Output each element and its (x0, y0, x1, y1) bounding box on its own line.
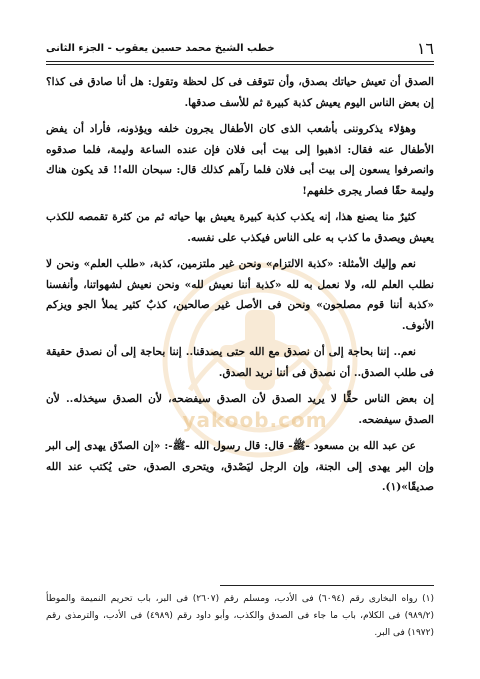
footnote-rule (220, 585, 434, 586)
page-header (46, 38, 434, 58)
body-text (46, 72, 434, 504)
footnotes (46, 591, 434, 642)
header-rule (46, 61, 434, 65)
paragraph-2: وهؤلاء يذكروننى بأشعب الذى كان الأطفال يجرون خلفه ويؤذونه، فأراد أن يفض الأطفال عنه فقال: اذهبوا إلى بيت أبى فلان فإن عنده الساعة وليمة، فلما صدقوه وانصرفوا يسعون إلى بيت أبى فلان فلما رآهم كذلك قال: سبحان الله!! قد يكون هناك وليمة حقًا فصار يجرى خلفهم! (46, 123, 434, 197)
footnote-1: (١) رواه البخارى رقم (٦٠٩٤) فى الأدب، ومسلم رقم (٢٦٠٧) فى البر، باب تحريم النميمة والموطأ (٩٨٩/٢) فى الكلام، باب ما جاء فى الصدق والكذب، وأبو داود رقم (٤٩٨٩) فى الأدب، والترمذى رقم (١٩٧٢) فى البر. (46, 594, 434, 638)
paragraph-6: إن بعض الناس حقًّا لا يريد الصدق لأن الصدق سيفضحه، لأن الصدق سيخذله.. لأن الصدق سيفضحه. (46, 393, 434, 426)
paragraph-7: عن عبد الله بن مسعود -ﷺ- قال: قال رسول الله -ﷺ-: «إن الصدّق يهدى إلى البر وإن البر يهدى إلى الجنة، وإن الرجل ليَصْدق، ويتحرى الصدق، حتى يُكتب عند الله صديقًا»(١). (46, 440, 434, 493)
watermark-text: yakoob.com (182, 408, 328, 432)
paragraph-5: نعم.. إننا بحاجة إلى أن نصدق مع الله حتى يصدقنا.. إننا بحاجة إلى أن نصدق حقيقة فى طلب الصدق.. أن نصدق فى أننا نريد الصدق. (46, 346, 434, 379)
page-number: ١٦ (416, 38, 434, 58)
paragraph-1: الصدق أن تعيش حياتك بصدق، وأن تتوقف فى كل لحظة وتقول: هل أنا صادق فى كذا؟ إن بعض الناس اليوم يعيش كذبة كبيرة ثم للأسف صدقها. (46, 76, 434, 109)
paragraph-3: كثيرٌ منا يصنع هذا، إنه يكذب كذبة كبيرة يعيش بها حياته ثم من كثرة تقمصه للكذب يعيش ويصدق ما كذب به على الناس فيكذب على نفسه. (46, 211, 434, 244)
running-title: خطب الشيخ محمد حسين يعقوب - الجزء الثانى (46, 42, 275, 54)
paragraph-4: نعم وإليك الأمثلة: «كذبة الالتزام» ونحن غير ملتزمين، كذبة، «طلب العلم» ونحن لا نطلب العلم لله، ولا نعمل به لله «كذبة أننا نعيش لله» ونحن نعيش لشهواتنا، وأنفسنا «كذبة أننا قوم مصلحون» ونحن فى الأصل غير صالحين، كذبٌ كثير يملأ الجو ويزكم الأنوف. (46, 258, 434, 332)
